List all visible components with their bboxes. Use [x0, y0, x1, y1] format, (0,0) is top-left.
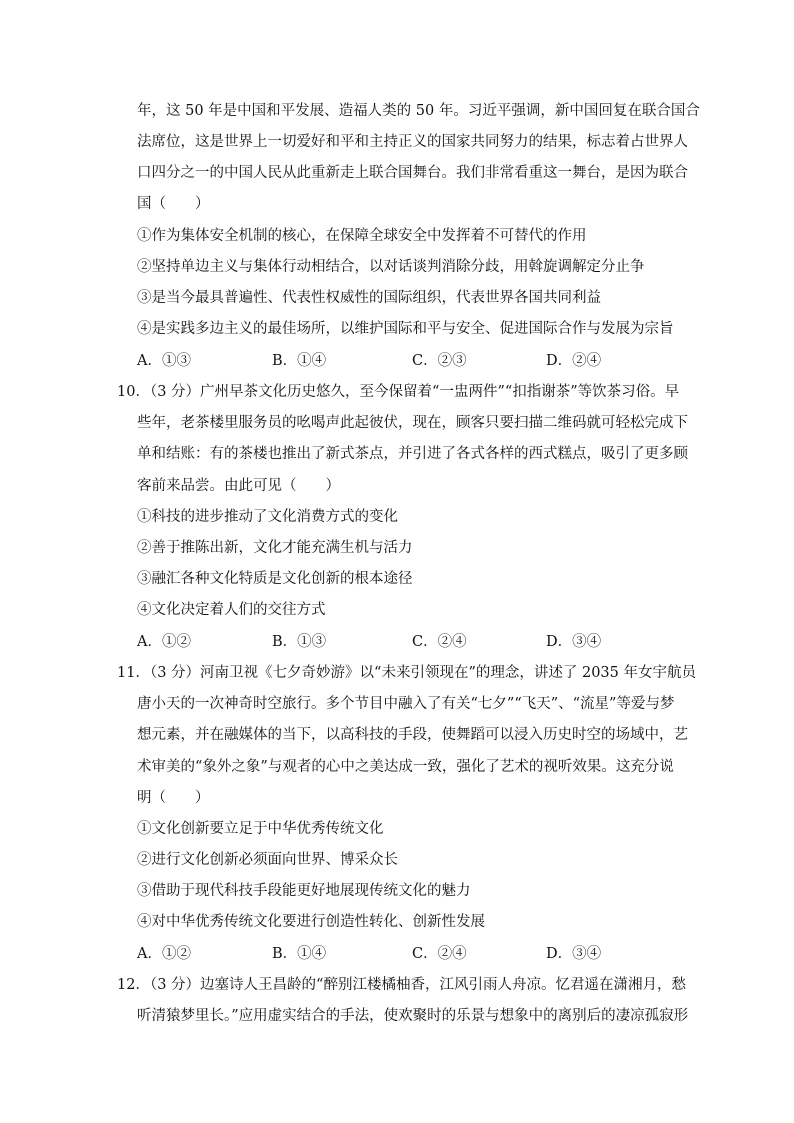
- q11-stem-line-1: 11．（3 分）河南卫视《七夕奇妙游》以“未来引领现在”的理念，讲述了 2035 年女宇航员: [117, 665, 696, 681]
- q11-item-1: ①文化创新要立足于中华优秀传统文化: [137, 821, 384, 837]
- q10-item-4: ④文化决定着人们的交往方式: [137, 602, 326, 618]
- q10-stem-line-4: 客前来品尝。由此可见（ ）: [137, 478, 340, 494]
- q9-stem-line-3: 口四分之一的中国人民从此重新走上联合国舞台。我们非常看重这一舞台，是因为联合: [137, 165, 688, 181]
- q11-item-3: ③借助于现代科技手段能更好地展现传统文化的魅力: [137, 883, 471, 899]
- q12-stem-line-2: 听清猿梦里长。”应用虚实结合的手法，使欢聚时的乐景与想象中的离别后的凄凉孤寂形: [137, 1008, 689, 1024]
- q10-item-3: ③融汇各种文化特质是文化创新的根本途径: [137, 571, 413, 587]
- q9-stem-line-2: 法席位，这是世界上一切爱好和平和主持正义的国家共同努力的结果，标志着占世界人: [137, 134, 688, 150]
- q11-item-2: ②进行文化创新必须面向世界、博采众长: [137, 852, 398, 868]
- q9-item-3: ③是当今最具普遍性、代表性权威性的国际组织，代表世界各国共同利益: [137, 290, 601, 306]
- q11-stem-line-4: 术审美的“象外之象”与观者的心中之美达成一致，强化了艺术的视听效果。这充分说: [137, 759, 674, 775]
- q11-option-b[interactable]: B．①④: [272, 946, 327, 962]
- q10-option-a[interactable]: A．①②: [137, 634, 191, 650]
- q11-option-a[interactable]: A．①②: [137, 946, 191, 962]
- q9-stem-line-4: 国（ ）: [137, 196, 210, 212]
- q11-stem-line-5: 明（ ）: [137, 790, 210, 806]
- q10-stem-line-3: 单和结账：有的茶楼也推出了新式茶点，并引进了各式各样的西式糕点，吸引了更多顾: [137, 446, 688, 462]
- q12-stem-line-1: 12．（3 分）边塞诗人王昌龄的“醉别江楼橘柚香，江风引雨人舟凉。忆君遥在潇湘月，愁: [117, 977, 686, 993]
- q9-stem-line-1: 年，这 50 年是中国和平发展、造福人类的 50 年。习近平强调，新中国回复在联合国合: [137, 103, 700, 119]
- q9-option-a[interactable]: A．①③: [137, 353, 191, 369]
- q9-option-b[interactable]: B．①④: [272, 353, 327, 369]
- q10-stem-line-1: 10．（3 分）广州早茶文化历史悠久，至今保留着“一盅两件”“扣指谢茶”等饮茶习俗。早: [117, 384, 680, 400]
- q10-option-c[interactable]: C．②④: [412, 634, 467, 650]
- q10-option-b[interactable]: B．①③: [272, 634, 327, 650]
- q9-option-d[interactable]: D．②④: [546, 353, 602, 369]
- q9-item-1: ①作为集体安全机制的核心，在保障全球安全中发挥着不可替代的作用: [137, 228, 587, 244]
- q10-option-d[interactable]: D．③④: [546, 634, 602, 650]
- q10-item-2: ②善于推陈出新，文化才能充满生机与活力: [137, 540, 413, 556]
- q9-item-2: ②坚持单边主义与集体行动相结合，以对话谈判消除分歧，用斡旋调解定分止争: [137, 259, 645, 275]
- q11-option-d[interactable]: D．③④: [546, 946, 602, 962]
- q11-item-4: ④对中华优秀传统文化要进行创造性转化、创新性发展: [137, 914, 485, 930]
- q11-stem-line-2: 唐小天的一次神奇时空旅行。多个节目中融入了有关“七夕”“飞天”、“流星”等爱与梦: [137, 696, 675, 712]
- q9-option-c[interactable]: C．②③: [412, 353, 467, 369]
- q11-option-c[interactable]: C．②④: [412, 946, 467, 962]
- q11-stem-line-3: 想元素，并在融媒体的当下，以高科技的手段，使舞蹈可以浸入历史时空的场域中，艺: [137, 727, 688, 743]
- q10-stem-line-2: 些年，老茶楼里服务员的吆喝声此起彼伏，现在，顾客只要扫描二维码就可轻松完成下: [137, 415, 688, 431]
- q10-item-1: ①科技的进步推动了文化消费方式的变化: [137, 509, 398, 525]
- q9-item-4: ④是实践多边主义的最佳场所，以维护国际和平与安全、促进国际合作与发展为宗旨: [137, 321, 674, 337]
